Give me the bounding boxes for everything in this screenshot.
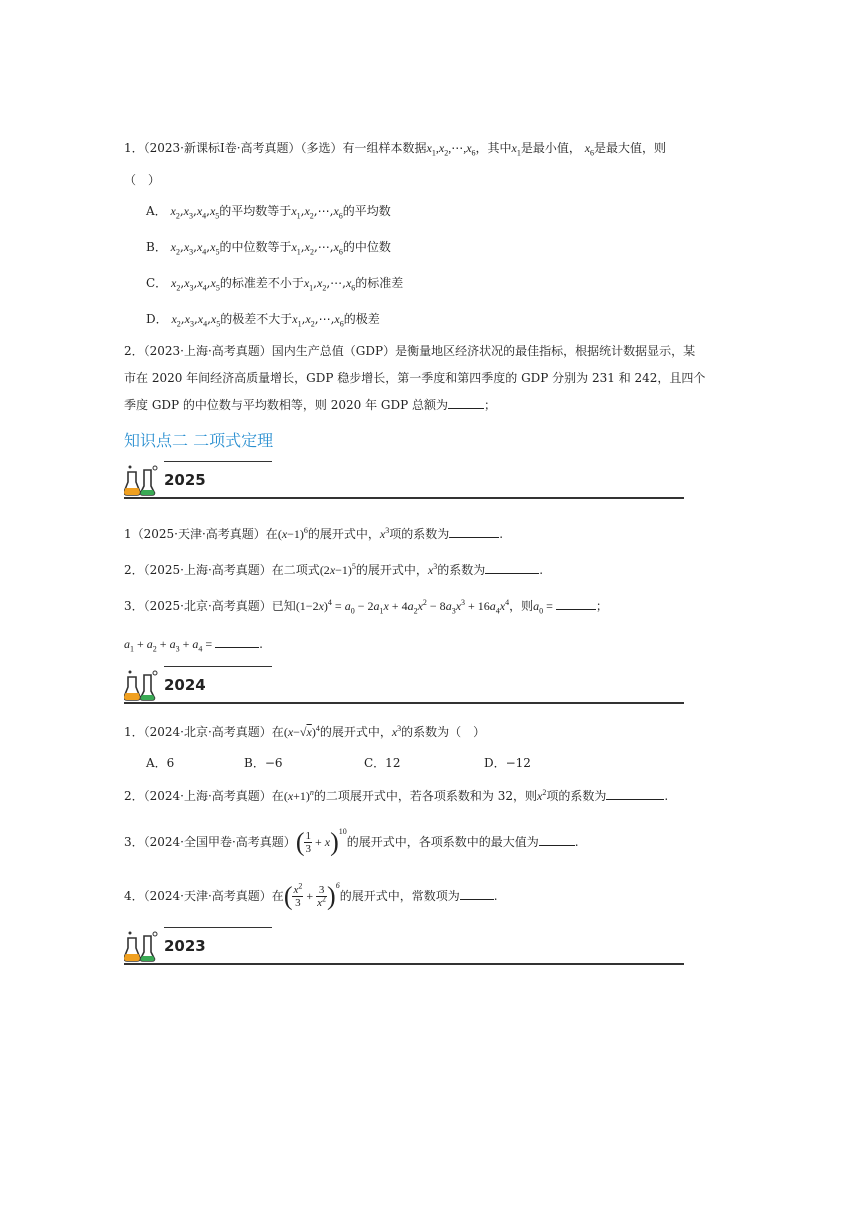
q2025-3: 3．（2025·北京·高考真题）已知$(1-2x)^4 = a_0 - 2a_1x + 4a_2x^2 - 8a_3x^3 + 16a_4x^4$，则$a_0$ = ； [124, 598, 608, 616]
q2023-1-paren: （ ） [124, 173, 161, 187]
q2023-1-line1: 1．（2023·新课标Ⅰ卷·高考真题）（多选）有一组样本数据$x_1,x_2,\cdots,x_6$，其中$x_1$是最小值， $x_6$是最大值，则 [124, 141, 667, 158]
year-header-2024 [124, 666, 684, 704]
answer-blank[interactable] [485, 563, 539, 574]
year-label: 2025 [164, 471, 206, 489]
answer-blank[interactable] [215, 637, 259, 648]
lab-flask-icon [124, 930, 158, 962]
q2023-2-line3: 季度 GDP 的中位数与平均数相等，则 2020 年 GDP 总额为 ； [124, 398, 497, 412]
q2024-1-option-c: C．12 [364, 756, 401, 770]
answer-blank[interactable] [556, 599, 596, 610]
q2023-2-line2: 市在 2020 年间经济高质量增长，GDP 稳步增长，第一季度和第四季度的 GDP 分别为 231 和 242，且四个 [124, 371, 706, 385]
q2025-2: 2．（2025·上海·高考真题）在二项式$(2x-1)^5$的展开式中，$x^3$的系数为 . [124, 562, 544, 577]
q2024-3: 3．（2024·全国甲卷·高考真题）( $\frac{1}{3}$ + x)$^{10}$的展开式中，各项系数中的最大值为 . [124, 827, 579, 857]
year-label: 2023 [164, 937, 206, 955]
q2025-3-line2: $a_1 + a_2 + a_3 + a_4$ = . [124, 637, 263, 654]
q2025-1: 1（2025·天津·高考真题）在$(x-1)^6$的展开式中，$x^3$项的系数为 . [124, 526, 504, 541]
answer-blank[interactable] [539, 835, 575, 846]
lab-flask-icon [124, 669, 158, 701]
answer-blank[interactable] [460, 889, 494, 900]
year-header-2025 [124, 461, 684, 499]
q2024-2: 2．（2024·上海·高考真题）在$(x+1)^n$的二项展开式中，若各项系数和为 32，则$x^2$项的系数为 . [124, 788, 669, 803]
section-title: 知识点二 二项式定理 [124, 431, 274, 450]
lab-flask-icon [124, 464, 158, 496]
answer-blank[interactable] [449, 527, 499, 538]
q2023-1-option-c: C． $x_2,x_3,x_4,x_5$的标准差不小于$x_1,x_2,\cdots,x_6$的标准差 [146, 276, 404, 293]
q2023-1-option-d: D． $x_2,x_3,x_4,x_5$的极差不大于$x_1,x_2,\cdots,x_6$的极差 [146, 312, 380, 329]
q2024-1: 1．（2024·北京·高考真题）在$(x-√x)^4$的展开式中，$x^3$的系数为（ ） [124, 724, 486, 739]
q2024-1-option-a: A．6 [146, 756, 175, 770]
q2024-1-option-b: B．−6 [244, 756, 283, 770]
answer-blank[interactable] [606, 789, 664, 800]
year-header-2023 [124, 927, 684, 965]
q2024-4: 4．（2024·天津·高考真题）在( $\frac{x^2}{3}$ + $\frac{3}{x^2}$ )$^6$的展开式中，常数项为 . [124, 881, 498, 911]
q2023-2-line1: 2．（2023·上海·高考真题）国内生产总值（GDP）是衡量地区经济状况的最佳指标，根据统计数据显示，某 [124, 344, 696, 358]
answer-blank[interactable] [448, 398, 484, 409]
q2023-1-option-a: A． $x_2,x_3,x_4,x_5$的平均数等于$x_1,x_2,\cdots,x_6$的平均数 [146, 204, 391, 221]
year-label: 2024 [164, 676, 206, 694]
q2024-1-option-d: D．−12 [484, 756, 531, 770]
q2023-1-option-b: B． $x_2,x_3,x_4,x_5$的中位数等于$x_1,x_2,\cdots,x_6$的中位数 [146, 240, 391, 257]
